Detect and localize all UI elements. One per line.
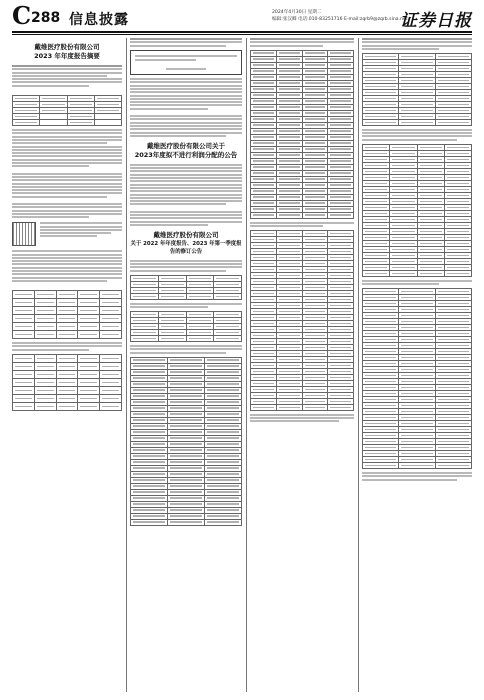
announcement-title-1 bbox=[12, 42, 122, 60]
data-table bbox=[130, 311, 242, 342]
column-separator bbox=[126, 38, 127, 692]
announcement-company: 戴维医疗股份有限公司关于 bbox=[147, 141, 225, 150]
section-title: 信息披露 bbox=[69, 12, 129, 28]
column-1 bbox=[12, 38, 122, 692]
page-number: 288 bbox=[31, 10, 61, 26]
header-rule bbox=[12, 31, 472, 33]
announcement-title-2 bbox=[130, 141, 242, 159]
data-table bbox=[12, 354, 122, 411]
section-letter: C bbox=[12, 1, 32, 30]
page-header bbox=[12, 1, 472, 31]
data-table bbox=[12, 290, 122, 339]
data-table bbox=[362, 53, 472, 126]
column-3 bbox=[250, 38, 354, 692]
announcement-company: 戴维医疗股份有限公司 bbox=[34, 43, 100, 51]
data-table bbox=[130, 357, 242, 526]
column-2 bbox=[130, 38, 242, 692]
announcement-title-3 bbox=[130, 230, 242, 255]
flowchart-box bbox=[130, 50, 242, 76]
issue-date: 2024年4月30日 星期二 bbox=[272, 10, 322, 15]
editor-contact: 编辑:张汉卿 电话:010-83251716 E-mail:zqrb9@zqrb.sina.net bbox=[272, 17, 408, 22]
product-image-block bbox=[12, 222, 122, 246]
data-table bbox=[362, 288, 472, 469]
announcement-heading: 关于 2022 年年度报告、2023 年第一季度报告的修订公告 bbox=[130, 240, 242, 255]
header-rule-thin bbox=[12, 34, 472, 35]
announcement-company: 戴维医疗股份有限公司 bbox=[153, 230, 219, 239]
announcement-heading: 2023年度拟不进行利润分配的公告 bbox=[134, 150, 238, 159]
column-separator bbox=[246, 38, 247, 692]
data-table bbox=[12, 95, 122, 126]
newspaper-logo: 证券日报 bbox=[400, 11, 472, 31]
data-table bbox=[130, 275, 242, 300]
announcement-heading: 2023 年年度报告摘要 bbox=[34, 52, 100, 60]
data-table bbox=[362, 144, 472, 277]
column-4 bbox=[362, 38, 472, 692]
data-table bbox=[250, 230, 354, 411]
product-image bbox=[12, 222, 36, 246]
data-table bbox=[250, 50, 354, 219]
column-separator bbox=[358, 38, 359, 692]
